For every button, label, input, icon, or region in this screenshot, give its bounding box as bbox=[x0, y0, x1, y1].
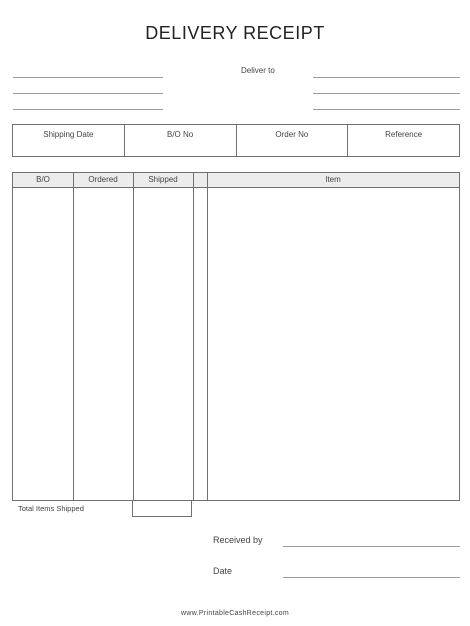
order-no-header: Order No bbox=[237, 125, 349, 156]
footer-url: www.PrintableCashReceipt.com bbox=[181, 610, 289, 617]
deliver-to-label: Deliver to bbox=[241, 66, 275, 75]
ordered-column-header: Ordered bbox=[88, 175, 118, 184]
total-items-field[interactable] bbox=[132, 500, 192, 517]
document-title: DELIVERY RECEIPT bbox=[145, 23, 325, 43]
received-by-label: Received by bbox=[213, 535, 263, 545]
item-column-header: Item bbox=[325, 175, 341, 184]
bo-column-header: B/O bbox=[36, 175, 50, 184]
date-line[interactable] bbox=[283, 577, 460, 578]
shipped-column-header: Shipped bbox=[148, 175, 178, 184]
from-address-line-3 bbox=[13, 109, 163, 110]
shipping-date-header: Shipping Date bbox=[13, 125, 125, 156]
shipping-info-table bbox=[12, 124, 460, 157]
deliver-to-line-2 bbox=[313, 93, 460, 94]
bo-no-header: B/O No bbox=[125, 125, 237, 156]
from-address-line-1 bbox=[13, 77, 163, 78]
deliver-to-line-3 bbox=[313, 109, 460, 110]
column-divider bbox=[133, 173, 134, 500]
column-divider bbox=[193, 173, 194, 500]
deliver-to-line-1 bbox=[313, 77, 460, 78]
column-divider bbox=[73, 173, 74, 500]
received-by-line[interactable] bbox=[283, 546, 460, 547]
total-items-label: Total Items Shipped bbox=[18, 504, 84, 513]
reference-header: Reference bbox=[385, 130, 423, 139]
items-table bbox=[12, 172, 460, 501]
date-label: Date bbox=[213, 566, 233, 576]
from-address-line-2 bbox=[13, 93, 163, 94]
column-divider bbox=[207, 173, 208, 500]
